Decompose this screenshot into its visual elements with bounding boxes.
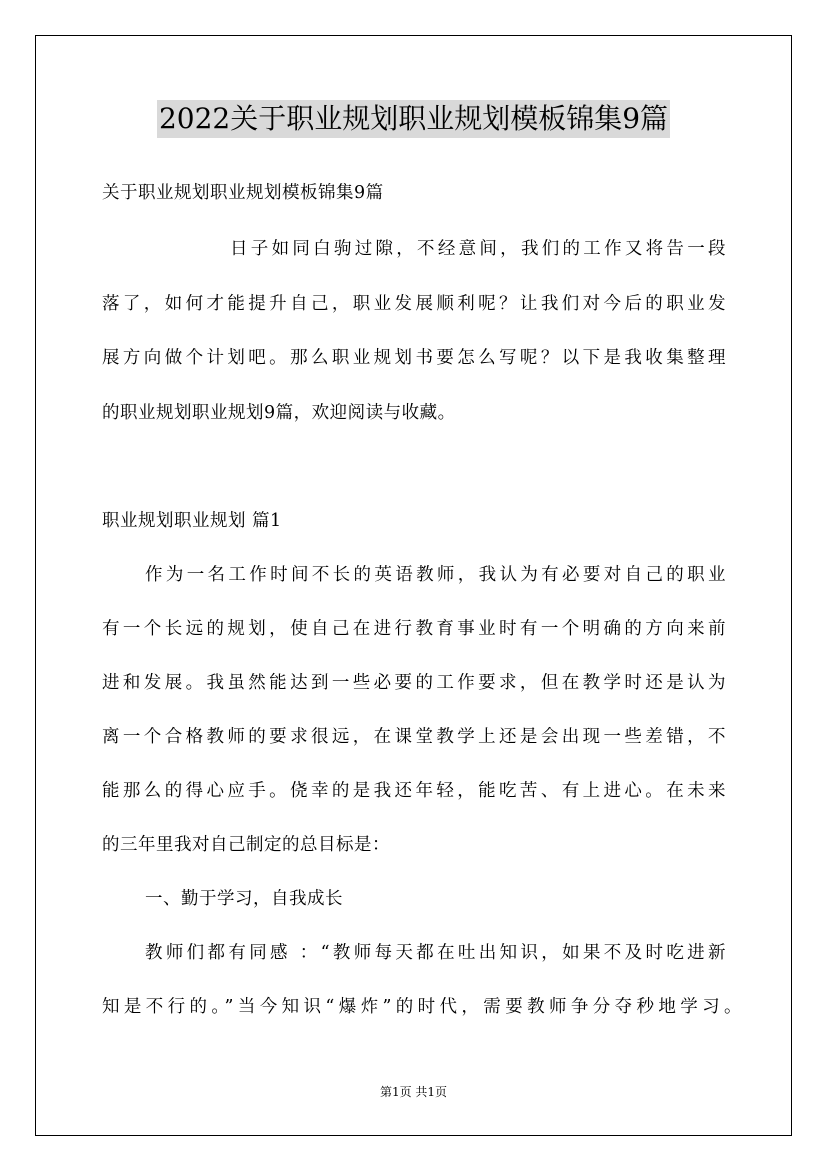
body-line: 作为一名工作时间不长的英语教师，我认为有必要对自己的职业 [145, 565, 726, 585]
intro-line: 落了，如何才能提升自己，职业发展顺利呢？让我们对今后的职业发 [102, 294, 726, 314]
body-line: 知是不行的。”当今知识“爆炸”的时代，需要教师争分夺秒地学习。 [102, 997, 742, 1017]
body-line: 离一个合格教师的要求很远，在课堂教学上还是会出现一些差错，不 [102, 727, 726, 747]
body-line: 进和发展。我虽然能达到一些必要的工作要求，但在教学时还是认为 [102, 673, 726, 693]
page-footer: 第1页 共1页 [379, 1085, 448, 1099]
body-line: 能那么的得心应手。侥幸的是我还年轻，能吃苦、有上进心。在未来 [102, 781, 726, 801]
document-subtitle: 关于职业规划职业规划模板锦集9篇 [102, 183, 384, 203]
document-title: 2022关于职业规划职业规划模板锦集9篇 [157, 100, 670, 138]
body-line: 的三年里我对自己制定的总目标是： [102, 835, 390, 855]
intro-line: 日子如同白驹过隙，不经意间，我们的工作又将告一段 [230, 239, 726, 259]
intro-line: 的职业规划职业规划9篇，欢迎阅读与收藏。 [102, 403, 456, 423]
subheading: 一、勤于学习，自我成长 [145, 889, 343, 909]
body-line: 有一个长远的规划，使自己在进行教育事业时有一个明确的方向来前 [102, 619, 726, 639]
body-line: 教师们都有同感 ：“教师每天都在吐出知识，如果不及时吃进新 [145, 943, 726, 963]
intro-line: 展方向做个计划吧。那么职业规划书要怎么写呢？以下是我收集整理 [102, 348, 726, 368]
section-heading: 职业规划职业规划 篇1 [102, 511, 282, 531]
title-container [0, 100, 827, 138]
